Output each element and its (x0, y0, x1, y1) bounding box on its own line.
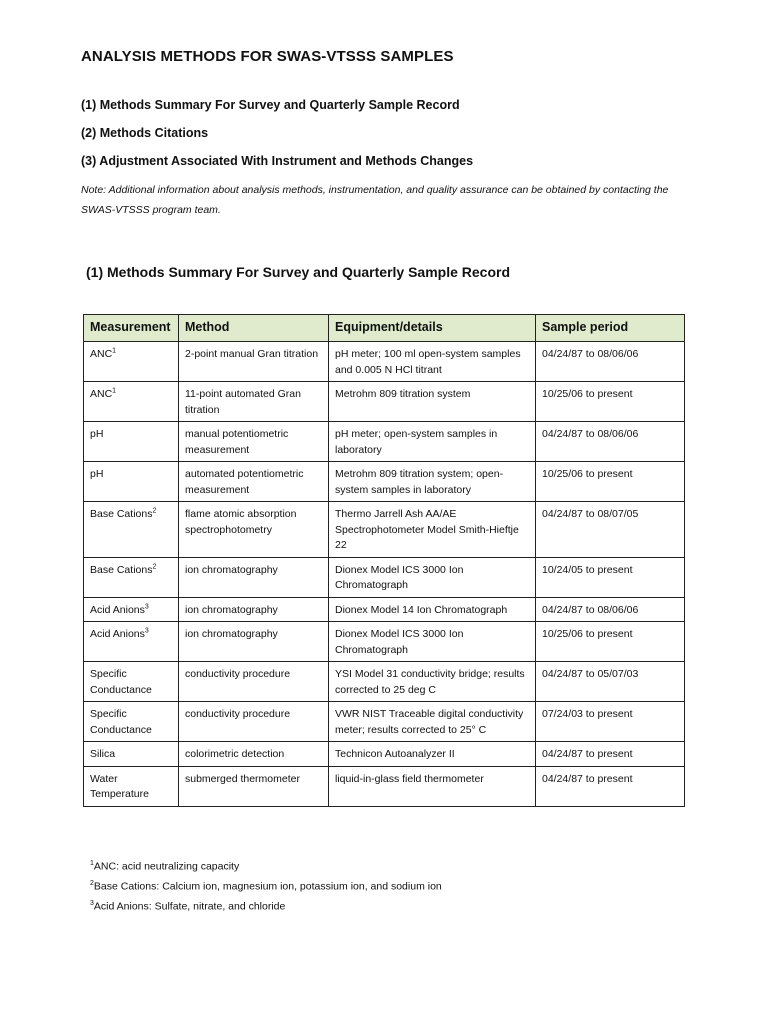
cell-method: ion chromatography (179, 557, 329, 597)
header-method: Method (179, 315, 329, 342)
cell-sample-period: 04/24/87 to 08/07/05 (536, 502, 685, 558)
section-title: (1) Methods Summary For Survey and Quarterly Sample Record (86, 264, 511, 280)
toc-item-methods-citations: (2) Methods Citations (81, 126, 209, 140)
cell-sample-period: 10/24/05 to present (536, 557, 685, 597)
cell-measurement (84, 342, 179, 382)
footnote-marker: 3 (144, 603, 149, 610)
cell-method: ion chromatography (179, 597, 329, 622)
cell-measurement (84, 662, 179, 702)
cell-method: automated potentiometric measurement (179, 462, 329, 502)
cell-equipment: Dionex Model ICS 3000 Ion Chromatograph (329, 557, 536, 597)
note-paragraph: Note: Additional information about analysis methods, instrumentation, and quality assurance can be obtained by contacting the SWAS-VTSSS program team. (81, 184, 669, 216)
cell-equipment: Thermo Jarrell Ash AA/AE Spectrophotometer Model Smith-Hieftje 22 (329, 502, 536, 558)
measurement-text: pH (90, 428, 104, 440)
footnote-text: ANC: acid neutralizing capacity (93, 860, 240, 873)
toc-item-adjustment: (3) Adjustment Associated With Instrument and Methods Changes (81, 154, 474, 168)
cell-method: conductivity procedure (179, 662, 329, 702)
footnote-marker: 1 (112, 347, 117, 355)
cell-measurement (84, 462, 179, 502)
cell-sample-period: 10/25/06 to present (536, 382, 685, 422)
measurement-text: Specific Conductance (90, 668, 152, 696)
table-row (84, 462, 685, 502)
cell-equipment: Dionex Model ICS 3000 Ion Chromatograph (329, 622, 536, 662)
cell-measurement (84, 502, 179, 558)
cell-method: ion chromatography (179, 622, 329, 662)
table-row (84, 662, 685, 702)
cell-method: conductivity procedure (179, 702, 329, 742)
cell-equipment: Metrohm 809 titration system; open-system samples in laboratory (329, 462, 536, 502)
footnote (90, 894, 442, 914)
table-row (84, 502, 685, 558)
header-sample-period: Sample period (536, 315, 685, 342)
cell-equipment: YSI Model 31 conductivity bridge; results corrected to 25 deg C (329, 662, 536, 702)
cell-equipment: Technicon Autoanalyzer II (329, 742, 536, 767)
table-header-row (84, 315, 685, 342)
measurement-text: ANC (90, 348, 113, 360)
cell-equipment: pH meter; 100 ml open-system samples and 0.005 N HCl titrant (329, 342, 536, 382)
table-row (84, 382, 685, 422)
footnotes (90, 854, 442, 914)
measurement-text: Base Cations (90, 563, 153, 576)
footnote-marker: 1 (112, 387, 117, 395)
cell-measurement (84, 557, 179, 597)
cell-measurement (84, 766, 179, 806)
cell-sample-period: 07/24/03 to present (536, 702, 685, 742)
cell-equipment: VWR NIST Traceable digital conductivity meter; results corrected to 25° C (329, 702, 536, 742)
measurement-text: Specific Conductance (90, 708, 152, 736)
cell-method: 11-point automated Gran titration (179, 382, 329, 422)
cell-sample-period: 04/24/87 to 08/06/06 (536, 422, 685, 462)
header-equipment: Equipment/details (329, 315, 536, 342)
table-row (84, 342, 685, 382)
footnote (90, 854, 442, 874)
table-row (84, 422, 685, 462)
cell-sample-period: 04/24/87 to 08/06/06 (536, 597, 685, 622)
cell-equipment: liquid-in-glass field thermometer (329, 766, 536, 806)
cell-method: flame atomic absorption spectrophotometry (179, 502, 329, 558)
cell-sample-period: 10/25/06 to present (536, 622, 685, 662)
cell-measurement (84, 622, 179, 662)
cell-method: colorimetric detection (179, 742, 329, 767)
footnote-text: Acid Anions: Sulfate, nitrate, and chloride (93, 900, 286, 913)
cell-measurement (84, 597, 179, 622)
footnote-marker: 2 (152, 507, 157, 515)
document-title: ANALYSIS METHODS FOR SWAS-VTSSS SAMPLES (81, 48, 454, 65)
cell-measurement (84, 382, 179, 422)
table-row (84, 742, 685, 767)
measurement-text: ANC (90, 388, 113, 400)
footnote-number: 2 (90, 880, 94, 887)
cell-measurement (84, 702, 179, 742)
footnote-marker: 2 (152, 563, 157, 570)
cell-measurement (84, 422, 179, 462)
table-row (84, 557, 685, 597)
cell-sample-period: 04/24/87 to present (536, 742, 685, 767)
cell-method: 2-point manual Gran titration (179, 342, 329, 382)
footnote (90, 874, 442, 894)
cell-sample-period: 04/24/87 to 05/07/03 (536, 662, 685, 702)
table-body (84, 342, 685, 807)
cell-method: manual potentiometric measurement (179, 422, 329, 462)
measurement-text: Base Cations (90, 508, 153, 520)
cell-equipment: Metrohm 809 titration system (329, 382, 536, 422)
measurement-text: Silica (90, 748, 116, 760)
measurement-text: Acid Anions (90, 628, 145, 640)
toc-item-methods-summary: (1) Methods Summary For Survey and Quarterly Sample Record (81, 98, 460, 112)
footnote-number: 3 (90, 900, 94, 907)
cell-sample-period: 10/25/06 to present (536, 462, 685, 502)
table-row (84, 702, 685, 742)
header-measurement: Measurement (84, 315, 179, 342)
methods-table (83, 314, 685, 807)
footnote-number: 1 (90, 860, 94, 867)
cell-measurement (84, 742, 179, 767)
footnote-marker: 3 (144, 627, 149, 635)
footnote-text: Base Cations: Calcium ion, magnesium ion, potassium ion, and sodium ion (93, 880, 442, 893)
table-row (84, 597, 685, 622)
cell-sample-period: 04/24/87 to 08/06/06 (536, 342, 685, 382)
measurement-text: Water Temperature (90, 772, 149, 800)
measurement-text: pH (90, 468, 104, 480)
table-row (84, 622, 685, 662)
cell-equipment: pH meter; open-system samples in laboratory (329, 422, 536, 462)
cell-sample-period: 04/24/87 to present (536, 766, 685, 806)
cell-equipment: Dionex Model 14 Ion Chromatograph (329, 597, 536, 622)
table-row (84, 766, 685, 806)
cell-method: submerged thermometer (179, 766, 329, 806)
measurement-text: Acid Anions (90, 603, 145, 616)
